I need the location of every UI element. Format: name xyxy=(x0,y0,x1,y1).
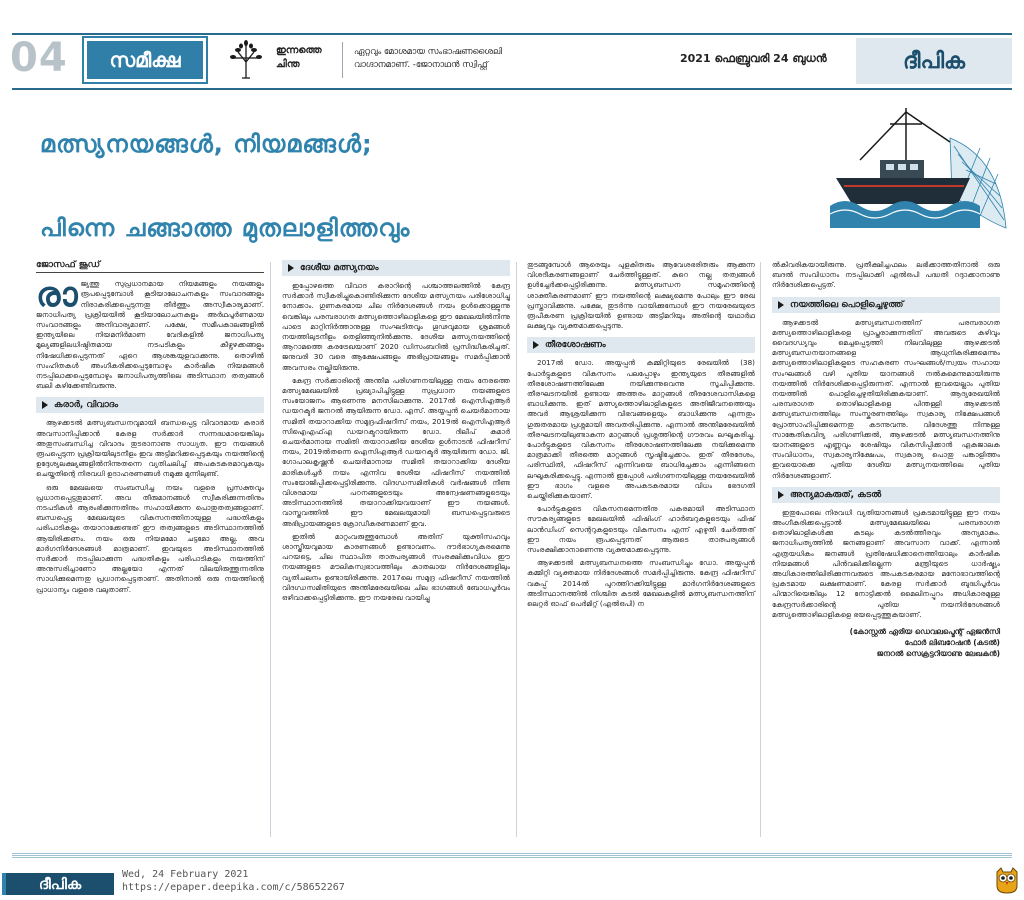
subhead-label: ദേശീയ മത്സ്യനയം xyxy=(300,262,379,273)
paragraph: ഒരു മേഖലയെ സംബന്ധിച്ച നയം വളരെ പ്രസക്തവും പ്രധാനപ്പെട്ടതുമാണ്. അവ തീരുമാനങ്ങൾ സ്വീകരിക്കുന്നതിനും നടപടികൾ ആരംഭിക്കുന്നതിനും സഹായിക്കുന്ന പൊതുതത്വങ്ങളാണ്. ബന്ധപ്പെട്ട മേഖലയുടെ വികസനത്തിനായുള്ള പദ്ധതികളും പരിപാടികളും തയാറാക്കേണ്ടത് ഈ തത്വങ്ങളുടെ അടിസ്ഥാനത്തിൽ ആയിരിക്കണം. നയം ഒരു നിയമമോ ചട്ടമോ അല്ല. അവ മാർഗനിർദേശങ്ങൾ മാത്രമാണ്. ഇവയുടെ അടിസ്ഥാനത്തിൽ സർക്കാർ നടപ്പിലാക്കുന്ന പദ്ധതികളും പരിപാടികളും നയത്തിന് അനുസരിച്ചാണോ അല്ലയോ എന്നത് വിലയിരുത്തുന്നതിനു സാധിക്കുമെന്നതു പ്രധാനപ്പെട്ടതാണ്. അതിനാൽ ഒരു നയത്തിന്റെ പ്രാധാന്യം വളരെ വലുതാണ്. xyxy=(36,482,264,594)
article-headline xyxy=(40,102,840,270)
subhead-national-fisheries-policy xyxy=(282,260,510,276)
article-column-4 xyxy=(772,260,1000,659)
triangle-bullet-icon xyxy=(778,301,784,309)
column-rule-2 xyxy=(516,262,517,837)
tree-icon xyxy=(226,40,266,80)
footer-rule xyxy=(12,852,1012,858)
footer-logo[interactable]: ദീപിക xyxy=(2,873,114,895)
owl-icon[interactable] xyxy=(994,866,1020,894)
paragraph: ഇതുപോലെ നിരവധി വ്യതിയാനങ്ങൾ പ്രകടമായിട്ടുള്ള ഈ നയം അംഗീകരിക്കപ്പെട്ടാൽ മത്സ്യമേഖലയിലെ പരമ്പരാഗത തൊഴിലാളികൾക്കു കടലും കടൽത്തീരവും അന്യമാകും. ജനാധിപത്യത്തിൽ ജനങ്ങളാണ് അവസാന വാക്ക്. എന്നാൽ എത്രയധികം ജനങ്ങൾ പ്രതിഷേധിക്കാനെത്തിയാലും കാർഷിക നിയമങ്ങൾ പിൻവലിക്കില്ലെന്ന മന്ത്രിയുടെ ധാർഷ്ട്യം അധികാരത്തിലിരിക്കുന്നവരുടെ അപകടകരമായ മനോഭാവത്തിന്റെ പ്രകടമായ ലക്ഷണമാണ്. കേരള സർക്കാർ ബുദ്ധിപൂർവം പിന്മാറിയെങ്കിലും 12 നോട്ടിക്കൽ മൈലിനപ്പുറം അധികാരമുള്ള കേന്ദ്രസർക്കാരിന്റെ പുതിയ നയനിർദേശങ്ങൾ മത്സ്യത്തൊഴിലാളികളെ ഭയപ്പെടുത്തുകയാണ്. xyxy=(772,507,1000,619)
triangle-bullet-icon xyxy=(288,264,294,272)
thought-label-line2: ചിന്ത xyxy=(276,59,300,70)
byline: ജോസഫ് ജൂഡ് xyxy=(36,260,101,270)
subhead-label: അന്യമാകരുത്, കടൽ xyxy=(790,489,882,500)
paragraph: ആഴക്കടൽ മത്സ്യബന്ധനത്തെ സംബന്ധിച്ചും ഡോ. അയ്യപ്പൻ കമ്മിറ്റി വ്യക്തമായ നിർദേശങ്ങൾ സമർപ്പിച്ചിരുന്നു. കേന്ദ്ര ഫിഷറീസ് വകുപ്പ് 2014ൽ പുറത്തിറക്കിയിട്ടുള്ള മാർഗനിർദേശങ്ങളുടെ അടിസ്ഥാനത്തിൽ നിശ്ചിത കടൽ മേഖലകളിൽ മത്സ്യബന്ധനത്തിന് ലെറ്റർ ഓഫ് പെർമിറ്റ് (എൽഒപി) ന xyxy=(527,558,755,609)
header-top-rule xyxy=(12,33,1012,35)
subhead-label: കരാർ, വിവാദം xyxy=(54,400,119,411)
subhead-sea-alienation xyxy=(772,487,1000,503)
paragraph: ഇപ്പോഴത്തെ വിവാദ കരാറിന്റെ പശ്ചാത്തലത്തിൽ കേന്ദ്ര സർക്കാർ സ്വീകരിച്ചുകൊണ്ടിരിക്കുന്ന ദേശീയ മത്സ്യനയം പരിശോധിച്ചു നോക്കാം. ഗുണകരമായ ചില നിർദേശങ്ങൾ നയം ഉൾക്കൊള്ളുന്നു വെങ്കിലും പരമ്പരാഗത മത്സ്യത്തൊഴിലാളികളെ ഈ മേഖലയിൽനിന്നു പാടെ മാറ്റിനിർത്താനുള്ള സംഘടിതവും ഗൂഢവുമായ ശ്രമങ്ങൾ നയത്തിലുടനീളം തെളിഞ്ഞുനിൽക്കുന്നു. ദേശീയ മത്സ്യനയത്തിന്റെ ആറാമത്തെ കരട്രേഖയാണ് 2020 ഡിസംബറിൽ പ്രസിദ്ധീകരിച്ചത്. ജനുവരി 30 വരെ ആക്ഷേപങ്ങളും അഭിപ്രായങ്ങളും സമർപ്പിക്കാൻ അവസരം നല്കിയിരുന്നു. xyxy=(282,281,510,372)
subhead-contract-controversy xyxy=(36,397,264,413)
credit-line1: (കോസ്റ്റൽ ഏരിയ ഡെവലപ്മെന്റ് ഏജൻസി xyxy=(849,627,1000,637)
paragraph: ആഴക്കടൽ മത്സ്യബന്ധനവുമായി ബന്ധപ്പെട്ട വിവാദമായ കരാർ അവസാനിപ്പിക്കാൻ കേരള സർക്കാർ സന്നദ്ധമായെങ്കിലും അതുസംബന്ധിച്ച വിവാദം തുടരാനാണു സാധ്യത. ഈ നയങ്ങൾ രൂപപ്പെടുന്ന പ്രക്രിയയിലുടനീളം ഇവ അട്ടിമറിക്കപ്പെടുകയും നയത്തിന്റെ ഉദ്ദേശ്യലക്ഷ്യങ്ങളിൽനിന്നുതന്നെ വ്യതിചലിച്ച് അപകടകരമാവുകയും ചെയ്തതിന്റെ നിരവധി ഉദാഹരണങ്ങൾ നമുക്കു മുന്നിലുണ്ട്. xyxy=(36,418,264,479)
quote-line2: വാഗ്ദാനമാണ്. -ജോനാഥൻ സ്വിഫ്റ്റ് xyxy=(354,60,488,70)
dropcap: രാ xyxy=(36,275,78,316)
subhead-label: തീരശോഷണം xyxy=(545,340,606,351)
subhead-policy-rewrite xyxy=(772,297,1000,313)
quote-line1: ഏറ്റവും മോശമായ സംഭാഷണശൈലി xyxy=(354,47,503,57)
header-bottom-rule xyxy=(12,88,1012,90)
paragraph: ൽകിവരികയായിരുന്നു. പ്രതീക്ഷിച്ചഫലം ലഭിക്കാത്തതിനാൽ ഒരു ബദൽ സംവിധാനം നടപ്പിലാക്കി എൽഒപി പദ്ധതി റദ്ദാക്കാനാണു നിർദേശിക്കപ്പെട്ടത്. xyxy=(772,260,1000,290)
headline-line1: മത്സ്യനയങ്ങൾ, നിയമങ്ങൾ; xyxy=(40,130,373,158)
triangle-bullet-icon xyxy=(778,491,784,499)
masthead-logo[interactable]: ദീപിക xyxy=(856,38,1012,84)
page-header xyxy=(0,0,1024,90)
footer-meta xyxy=(122,868,345,894)
triangle-bullet-icon xyxy=(42,401,48,409)
credit-line3: ജനറൽ സെക്രട്ടറിയാണു ലേഖകൻ) xyxy=(876,649,1000,659)
paragraph: പോർട്ടുകളുടെ വികസനമെന്നതിനു പകരമായി അടിസ്ഥാന സൗകര്യങ്ങളുടെ മേഖലയിൽ ഫിഷിംഗ് ഹാർബറുകളുടെയും ഫിഷ് ലാൻഡിംഗ് സെന്ററുകളുടെയും വികസനം എന്ന് എഴുതി ചേർത്തത് ഈ നയം രൂപപ്പെടുന്നത് ആരുടെ താത്പര്യങ്ങൾ സംരക്ഷിക്കാനാണെന്നു വ്യക്തമാക്കപ്പെടുന്നു. xyxy=(527,504,755,555)
section-tag[interactable]: സമീക്ഷ xyxy=(84,38,206,82)
byline-rule xyxy=(36,272,264,273)
thought-of-the-day-label xyxy=(276,44,322,72)
footer-date: Wed, 24 February 2021 xyxy=(122,869,249,880)
article-column-2 xyxy=(282,260,510,606)
subhead-coastal-erosion xyxy=(527,337,755,353)
credit-line2: ഫോർ ലിബറേഷൻ (കടൽ) xyxy=(904,638,1000,648)
thought-label-line1: ഇന്നത്തെ xyxy=(276,45,322,56)
header-divider xyxy=(342,42,343,78)
column-rule-3 xyxy=(760,262,761,837)
intro-text: ജ്യത്തു സുപ്രധാനമായ നിയമങ്ങളും നയങ്ങളും രൂപപ്പെടുമ്പോൾ കൂടിയാലോചനകളും സംവാദങ്ങളും നിരാകരിക്കപ്പെടുന്നതു തീർത്തും അസ്വീകാര്യമാണ്. ജനാധിപത്യ പ്രക്രിയയിൽ കൂടിയാലോചനകളും അർഥപൂർണമായ സംവാദങ്ങളും അനിവാര്യമാണ്. പക്ഷേ, സമീപകാലങ്ങളിൽ ഇന്ത്യയിലെ നിയമനിർമാണ വേദികളിൽ ജനാധിപത്യ മൂല്യങ്ങളിലധിഷ്ഠിതമായ നടപടികളും കീഴ്വഴക്കങ്ങളും നിഷേധിക്കപ്പെടുന്നത് ഏറെ ആശങ്കയുളവാക്കുന്നു. തൊഴിൽ സംഹിതകൾ അംഗീകരിക്കപ്പെടുമ്പോഴും കാർഷിക നിയമങ്ങൾ നടപ്പിലാക്കപ്പെടുമ്പോഴും ജനാധിപത്യത്തിലെ അടിസ്ഥാന തത്വങ്ങൾ ബലി കഴിക്കേണ്ടിവരുന്നു. xyxy=(36,279,264,391)
footer-url[interactable]: https://epaper.deepika.com/c/58652267 xyxy=(122,882,345,893)
column-rule-1 xyxy=(270,262,271,837)
author-credit xyxy=(772,626,1000,659)
fishing-trawler-illustration xyxy=(830,98,1012,248)
article-column-1 xyxy=(36,260,264,598)
triangle-bullet-icon xyxy=(533,341,539,349)
page-number: 04 xyxy=(10,35,68,81)
issue-date: 2021 ഫെബ്രുവരി 24 ബുധൻ xyxy=(680,52,827,65)
paragraph: ആഴക്കടൽ മത്സ്യബന്ധനത്തിന് പരമ്പരാഗത മത്സ്യത്തൊഴിലാളികളെ പ്രാപ്തരാക്കുന്നതിന് അവരുടെ കഴിവും വൈദഗ്ധ്യവും മെച്ചപ്പെടുത്തി നിലവിലുള്ള ആഴക്കടൽ മത്സ്യബന്ധനയാനങ്ങളെ ആധുനികരിക്കുമെന്നും മത്സ്യത്തൊഴിലാളികളുടെ സഹകരണ സംഘങ്ങൾ/സ്വയം സഹായ സംഘങ്ങൾ വഴി പുതിയ യാനങ്ങൾ നൽകുമെന്നുമായിരുന്നു നയത്തിൽ നിർദേശിക്കപ്പെട്ടിരുന്നത്. എന്നാൽ ഇവയെല്ലാം പുതിയ നയത്തിൽ പൊളിച്ചെഴുതിയിരിക്കുകയാണ്. ആദ്യരേഖയിൽ പരമ്പരാഗത തൊഴിലാളികളെ പിന്തള്ളി ആഴക്കടൽ മത്സ്യബന്ധനത്തിലും സംസ്കരണത്തിലും സ്വകാര്യ നിക്ഷേപങ്ങൾ പ്രോത്സാഹിപ്പിക്കുമെന്നതു കടന്നുവന്നു. വിദേശത്തു നിന്നുള്ള സാങ്കേതികവിദ്യ പരിഗണിക്കൽ, ആഴക്കടൽ മത്സ്യബന്ധനത്തിനു യാനങ്ങളുടെ എണ്ണവും ശേഷിയും വികസിപ്പിക്കാൻ ഏകജാലക സംവിധാനം, സ്വകാര്യനിക്ഷേപം, സ്വകാര്യ പൊതു പങ്കാളിത്തം ഇവയൊക്കെ പുതിയ ദേശീയ മത്സ്യനയത്തിലെ പുതിയ നിർദേശങ്ങളാണ്. xyxy=(772,317,1000,480)
paragraph: ഇതിൽ മാറ്റംവരുത്തുമ്പോൾ അതിന് യുക്തിസഹവും ശാസ്ത്രീയവുമായ കാരണങ്ങൾ ഉണ്ടാവണം. ദൗർഭാഗ്യകരമെന്നു പറയട്ടെ, ചില സ്ഥാപിത താത്പര്യങ്ങൾ സംരക്ഷിക്കുംവിധം ഈ നയങ്ങളുടെ മൗലികസ്വഭാവത്തിലും കാതലായ നിർദേശങ്ങളിലും വ്യതിചലനം ഉണ്ടായിരിക്കുന്നു. 2017ലെ സമുദ്ര ഫിഷറീസ് നയത്തിൽ വിദഗ്ധസമിതിയുടെ അന്തിമരേഖയിലെ ചില ഭാഗങ്ങൾ ബോധപൂർവം ഒഴിവാക്കപ്പെട്ടിരിക്കുന്നു. ഈ നയരേഖ വായിച്ചു xyxy=(282,531,510,603)
paragraph: തുടങ്ങുമ്പോൾ ആരെയും പുളകിതരും ആവേശഭരിതരും ആക്കുന്ന വിശദീകരണങ്ങളാണ് ചേർത്തിട്ടുള്ളത്. കുറെ നല്ല തത്വങ്ങൾ ഉൾച്ചേർക്കപ്പെട്ടിരിക്കുന്നു. മത്സ്യബന്ധന സമൂഹത്തിന്റെ ശാക്തീകരണമാണ് ഈ നയത്തിന്റെ ലക്ഷ്യമെന്നു പോലും ഈ രേഖ പ്രസ്താവിക്കുന്നു. പക്ഷേ, തുടർന്നു വായിക്കുമ്പോൾ ഈ നയരേഖയുടെ രൂപീകരണ പ്രക്രിയയിൽ ഉണ്ടായ അട്ടിമറിയും അതിന്റെ യഥാർഥ ലക്ഷ്യവും വ്യക്തമാക്കപ്പെടുന്നു. xyxy=(527,260,755,331)
article-column-3 xyxy=(527,260,755,612)
article-intro xyxy=(36,275,264,391)
subhead-label: നയത്തിലെ പൊളിച്ചെഴുത്ത് xyxy=(790,299,904,310)
thought-quote xyxy=(354,46,654,72)
headline-line2: പിന്നെ ചങ്ങാത്ത മുതലാളിത്തവും xyxy=(40,214,411,242)
paragraph: 2017ൽ ഡോ. അയ്യപ്പൻ കമ്മിറ്റിയുടെ രേഖയിൽ (38) പോർട്ടുകളുടെ വികസനം പലപ്പോഴും ഇന്ത്യയുടെ തീരങ്ങളിൽ തീരശോഷണത്തിലേക്കു നയിക്കുന്നുവെന്നു സൂചിപ്പിക്കുന്നു. തീരഘടനയിൽ ഉണ്ടായ അത്തരം മാറ്റങ്ങൾ തീരദേശവാസികളെ ബാധിക്കുന്നു. ഇത് മത്സ്യത്തൊഴിലാളികളുടെ അതിജീവനത്തെയും അവർ ആശ്രയിക്കുന്ന വിഭവങ്ങളെയും ബാധിക്കുന്നു എന്നതും ഗുരുതരമായ പ്രശ്നമായി അവതരിപ്പിക്കുന്നു. എന്നാൽ അന്തിമരേഖയിൽ തീരഘടനയിലുണ്ടാകുന്ന മാറ്റങ്ങൾ പ്രശ്നത്തിന്റെ ഗൗരവം ലഘൂകരിച്ചു. പോർട്ടുകളുടെ വികസനം തീരശോഷണത്തിലേക്കു നയിക്കുമെന്നു മാത്രമാക്കി തീരത്തെ മാറ്റങ്ങൾ സൃഷ്ടിച്ചേക്കാം. ഇത് തീരദേശം, പരിസ്ഥിതി, ഫിഷറീസ് എന്നിവയെ ബാധിച്ചേക്കാം എന്നിങ്ങനെ ലഘൂകരിക്കപ്പെട്ടു. എന്നാൽ ഇപ്പോൾ പരിഗണനയിലുള്ള നയരേഖയിൽ ഈ ഭാഗം വളരെ അപകടകരമായ വിധം ഭേദഗതി ചെയ്തിരിക്കുകയാണ്. xyxy=(527,358,755,501)
paragraph: കേന്ദ്ര സർക്കാരിന്റെ അന്തിമ പരിഗണനയിലുള്ള നയം നേരത്തെ മത്സ്യമേഖലയിൽ പ്രഖ്യാപിച്ചിട്ടുള്ള സുപ്രധാന നയങ്ങളുടെ സംയോജനം ആണെന്നു മനസിലാക്കുന്നു. 2017ൽ ഐസിഎആർ ഡയറക്ടർ ജനറൽ ആയിരുന്ന ഡോ. എസ്. അയ്യപ്പൻ ചെയർമാനായ സമിതി തയാറാക്കിയ സമുദ്രഫിഷറീസ് നയം, 2019ൽ ഐസിഎആർ സിഐഎഫ്എ ഡയറക്ടറായിരുന്ന ഡോ. ദിലീപ് കുമാർ ചെയർമാനായ സമിതി തയാറാക്കിയ ദേശീയ ഉൾനാടൻ ഫിഷറീസ് നയം, 2019ൽതന്നെ ഐസിഎആർ ഡയറക്ടർ ആയിരുന്ന ഡോ. ജി. ഗോപാലകൃഷ്ണൻ ചെയർമാനായ സമിതി തയാറാക്കിയ ദേശീയ മാരികൾച്ചർ നയം എന്നിവ ദേശീയ ഫിഷറീസ് നയത്തിൽ സംയോജിപ്പിക്കപ്പെട്ടിരിക്കുന്നു. വിദഗ്ധസമിതികൾ വർഷങ്ങൾ നീണ്ട വിശദമായ പഠനങ്ങളുടെയും അന്വേഷണങ്ങളുടെയും അടിസ്ഥാനത്തിൽ തയാറാക്കിയവയാണ് ഈ നയങ്ങൾ. വാസ്തവത്തിൽ ഈ മേഖലയുമായി ബന്ധപ്പെട്ടവരുടെ അഭിപ്രായങ്ങളുടെ ക്രോഡീകരണമാണ് ഇവ. xyxy=(282,375,510,528)
